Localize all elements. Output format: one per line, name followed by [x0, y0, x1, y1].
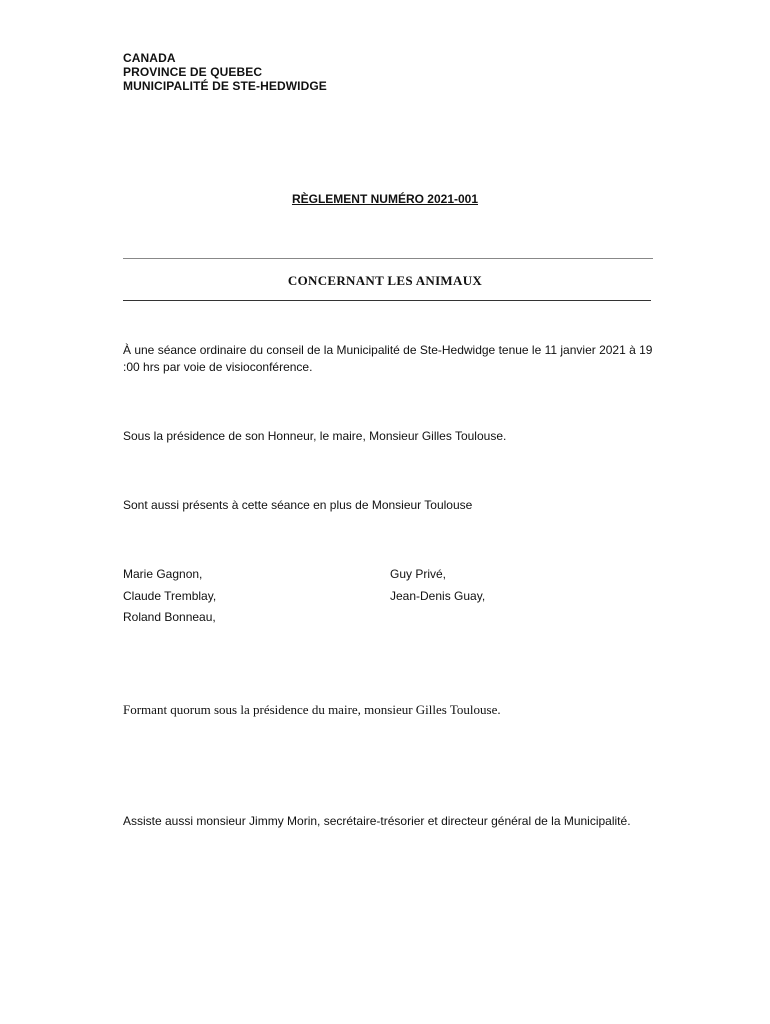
header-municipality: MUNICIPALITÉ DE STE-HEDWIDGE: [123, 79, 327, 93]
header-province: PROVINCE DE QUEBEC: [123, 65, 263, 79]
member-name: Jean-Denis Guay,: [390, 589, 486, 603]
reglement-title: RÈGLEMENT NUMÉRO 2021-001: [291, 192, 479, 206]
assiste-paragraph: Assiste aussi monsieur Jimmy Morin, secrétaire-trésorier et directeur général de la Municipalité.: [123, 814, 631, 828]
member-name: Roland Bonneau,: [123, 610, 216, 624]
top-divider: [123, 258, 653, 259]
presidence-paragraph: Sous la présidence de son Honneur, le maire, Monsieur Gilles Toulouse.: [123, 429, 507, 443]
subject-title: CONCERNANT LES ANIMAUX: [287, 273, 483, 288]
member-name: Claude Tremblay,: [123, 589, 217, 603]
member-name: Guy Privé,: [390, 567, 447, 581]
member-name: Marie Gagnon,: [123, 567, 203, 581]
seance-paragraph: À une séance ordinaire du conseil de la Municipalité de Ste-Hedwidge tenue le 11 janvier 2021 à 19 :00 hrs par voie de visioconférence.: [123, 343, 653, 374]
presents-paragraph: Sont aussi présents à cette séance en plus de Monsieur Toulouse: [123, 498, 473, 512]
quorum-paragraph: Formant quorum sous la présidence du maire, monsieur Gilles Toulouse.: [123, 702, 501, 717]
bottom-divider: [123, 300, 651, 301]
header-country: CANADA: [123, 51, 176, 65]
